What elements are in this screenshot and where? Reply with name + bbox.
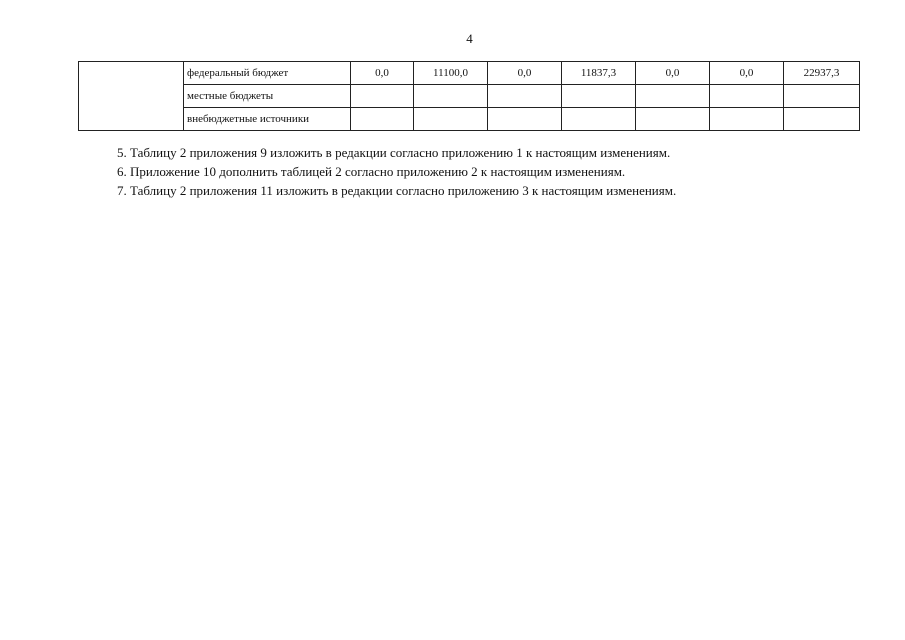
- table-row: [79, 62, 860, 85]
- value-cell: [488, 85, 562, 108]
- total-cell: [784, 108, 860, 131]
- total-cell: [784, 85, 860, 108]
- page-number: 4: [466, 31, 473, 46]
- value-cell: [710, 108, 784, 131]
- table-row: [79, 85, 860, 108]
- row-label: федеральный бюджет: [184, 62, 351, 85]
- value-cell: 11837,3: [562, 62, 636, 85]
- value-cell: [636, 85, 710, 108]
- value-cell: [636, 108, 710, 131]
- row-label: внебюджетные источники: [184, 108, 351, 131]
- paragraph-item-6: 6. Приложение 10 дополнить таблицей 2 согласно приложению 2 к настоящим изменениям.: [117, 164, 626, 179]
- value-cell: [414, 85, 488, 108]
- value-cell: [562, 85, 636, 108]
- value-cell: [351, 85, 414, 108]
- value-cell: 0,0: [351, 62, 414, 85]
- table-row: [79, 108, 860, 131]
- value-cell: [562, 108, 636, 131]
- value-cell: [414, 108, 488, 131]
- total-cell: 22937,3: [784, 62, 860, 85]
- paragraph-item-7: 7. Таблицу 2 приложения 11 изложить в редакции согласно приложению 3 к настоящим изменениям.: [117, 183, 677, 198]
- paragraph-item-5: 5. Таблицу 2 приложения 9 изложить в редакции согласно приложению 1 к настоящим изменениям.: [117, 145, 671, 160]
- budget-table: [78, 61, 860, 131]
- merged-empty-cell: [79, 62, 184, 131]
- amendment-paragraphs: [117, 143, 877, 200]
- value-cell: 11100,0: [414, 62, 488, 85]
- row-label: местные бюджеты: [184, 85, 351, 108]
- value-cell: 0,0: [488, 62, 562, 85]
- value-cell: [710, 85, 784, 108]
- value-cell: [488, 108, 562, 131]
- value-cell: 0,0: [636, 62, 710, 85]
- value-cell: 0,0: [710, 62, 784, 85]
- value-cell: [351, 108, 414, 131]
